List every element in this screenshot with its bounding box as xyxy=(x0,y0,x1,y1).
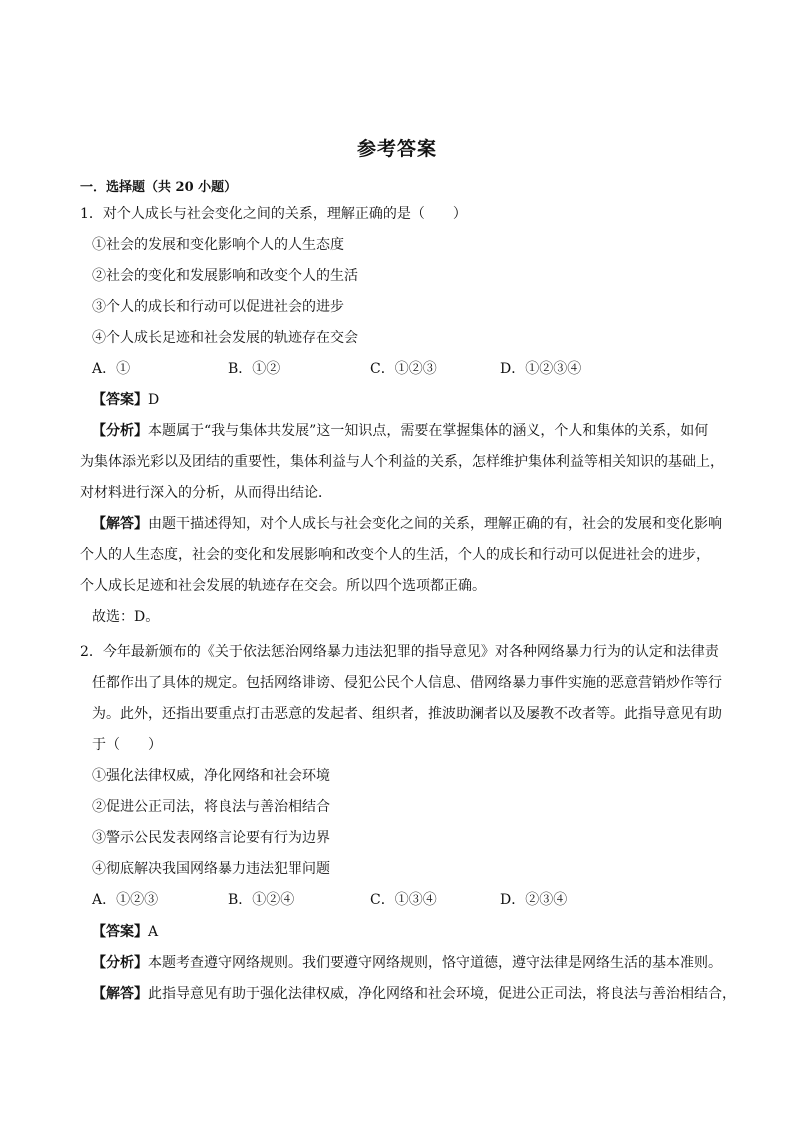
question-2-solution xyxy=(92,984,736,1004)
question-1-item-3: ③个人的成长和行动可以促进社会的进步 xyxy=(92,299,344,315)
question-2-stem-line-1: 2．今年最新颁布的《关于依法惩治网络暴力违法犯罪的指导意见》对各种网络暴力行为的认定和法律责 xyxy=(80,644,719,660)
question-1-answer xyxy=(92,390,159,410)
answer-value: D xyxy=(148,392,160,408)
question-1-analysis-line-2: 为集体添光彩以及团结的重要性，集体利益与人个利益的关系，怎样维护集体利益等相关知识的基础上， xyxy=(80,454,724,470)
question-1-analysis-line-1 xyxy=(92,421,708,441)
page-title: 参考答案 xyxy=(356,138,437,160)
question-1-option-d: D．①②③④ xyxy=(500,361,582,377)
question-1-analysis-line-3: 对材料进行深入的分析，从而得出结论． xyxy=(80,485,332,501)
question-1-option-c: C．①②③ xyxy=(370,361,437,377)
solution-tag: 【解答】 xyxy=(92,516,148,532)
question-2-stem-line-3: 为。此外，还指出要重点打击恶意的发起者、组织者，推波助澜者以及屡教不改者等。此指导意见有助 xyxy=(92,706,722,722)
solution-text: 此指导意见有助于强化法律权威，净化网络和社会环境，促进公正司法，将良法与善治相结合， xyxy=(148,986,736,1002)
analysis-tag: 【分析】 xyxy=(92,423,148,439)
question-1-solution-line-1 xyxy=(92,514,722,534)
question-1-stem: 1．对个人成长与社会变化之间的关系，理解正确的是（ ） xyxy=(80,206,467,222)
question-2-option-b: B．①②④ xyxy=(228,892,295,908)
question-2-item-1: ①强化法律权威，净化网络和社会环境 xyxy=(92,768,330,784)
question-2-item-4: ④彻底解决我国网络暴力违法犯罪问题 xyxy=(92,861,330,877)
question-2-option-d: D．②③④ xyxy=(500,892,568,908)
question-2-stem-line-2: 任都作出了具体的规定。包括网络诽谤、侵犯公民个人信息、借网络暴力事件实施的恶意营销炒作等行 xyxy=(92,675,722,691)
question-2-analysis xyxy=(92,953,722,973)
question-1-solution-line-2: 个人的人生态度，社会的变化和发展影响和改变个人的生活，个人的成长和行动可以促进社会的进步， xyxy=(80,547,710,563)
question-1-option-a: A．① xyxy=(92,361,131,377)
question-1-item-2: ②社会的变化和发展影响和改变个人的生活 xyxy=(92,268,358,284)
question-1-choose: 故选：D。 xyxy=(92,609,160,625)
question-1-item-4: ④个人成长足迹和社会发展的轨迹存在交会 xyxy=(92,330,358,346)
solution-tag: 【解答】 xyxy=(92,986,148,1002)
analysis-tag: 【分析】 xyxy=(92,955,148,971)
answer-tag: 【答案】 xyxy=(92,392,148,408)
question-2-option-c: C．①③④ xyxy=(370,892,437,908)
question-1-solution-line-3: 个人成长足迹和社会发展的轨迹存在交会。所以四个选项都正确。 xyxy=(80,578,486,594)
section-heading: 一．选择题（共 20 小题） xyxy=(80,180,238,195)
solution-text: 由题干描述得知，对个人成长与社会变化之间的关系，理解正确的有，社会的发展和变化影响 xyxy=(148,516,722,532)
question-1-item-1: ①社会的发展和变化影响个人的人生态度 xyxy=(92,237,344,253)
question-2-item-2: ②促进公正司法，将良法与善治相结合 xyxy=(92,799,330,815)
question-2-option-a: A．①②③ xyxy=(92,892,159,908)
analysis-text: 本题考查遵守网络规则。我们要遵守网络规则，恪守道德，遵守法律是网络生活的基本准则。 xyxy=(148,955,722,971)
answer-tag: 【答案】 xyxy=(92,924,148,940)
question-2-stem-line-4: 于（ ） xyxy=(92,737,162,753)
answer-value: A xyxy=(148,924,159,940)
analysis-text: 本题属于“我与集体共发展”这一知识点，需要在掌握集体的涵义，个人和集体的关系，如何 xyxy=(148,423,709,439)
question-2-item-3: ③警示公民发表网络言论要有行为边界 xyxy=(92,830,330,846)
question-2-answer xyxy=(92,922,158,942)
question-1-option-b: B．①② xyxy=(228,361,281,377)
